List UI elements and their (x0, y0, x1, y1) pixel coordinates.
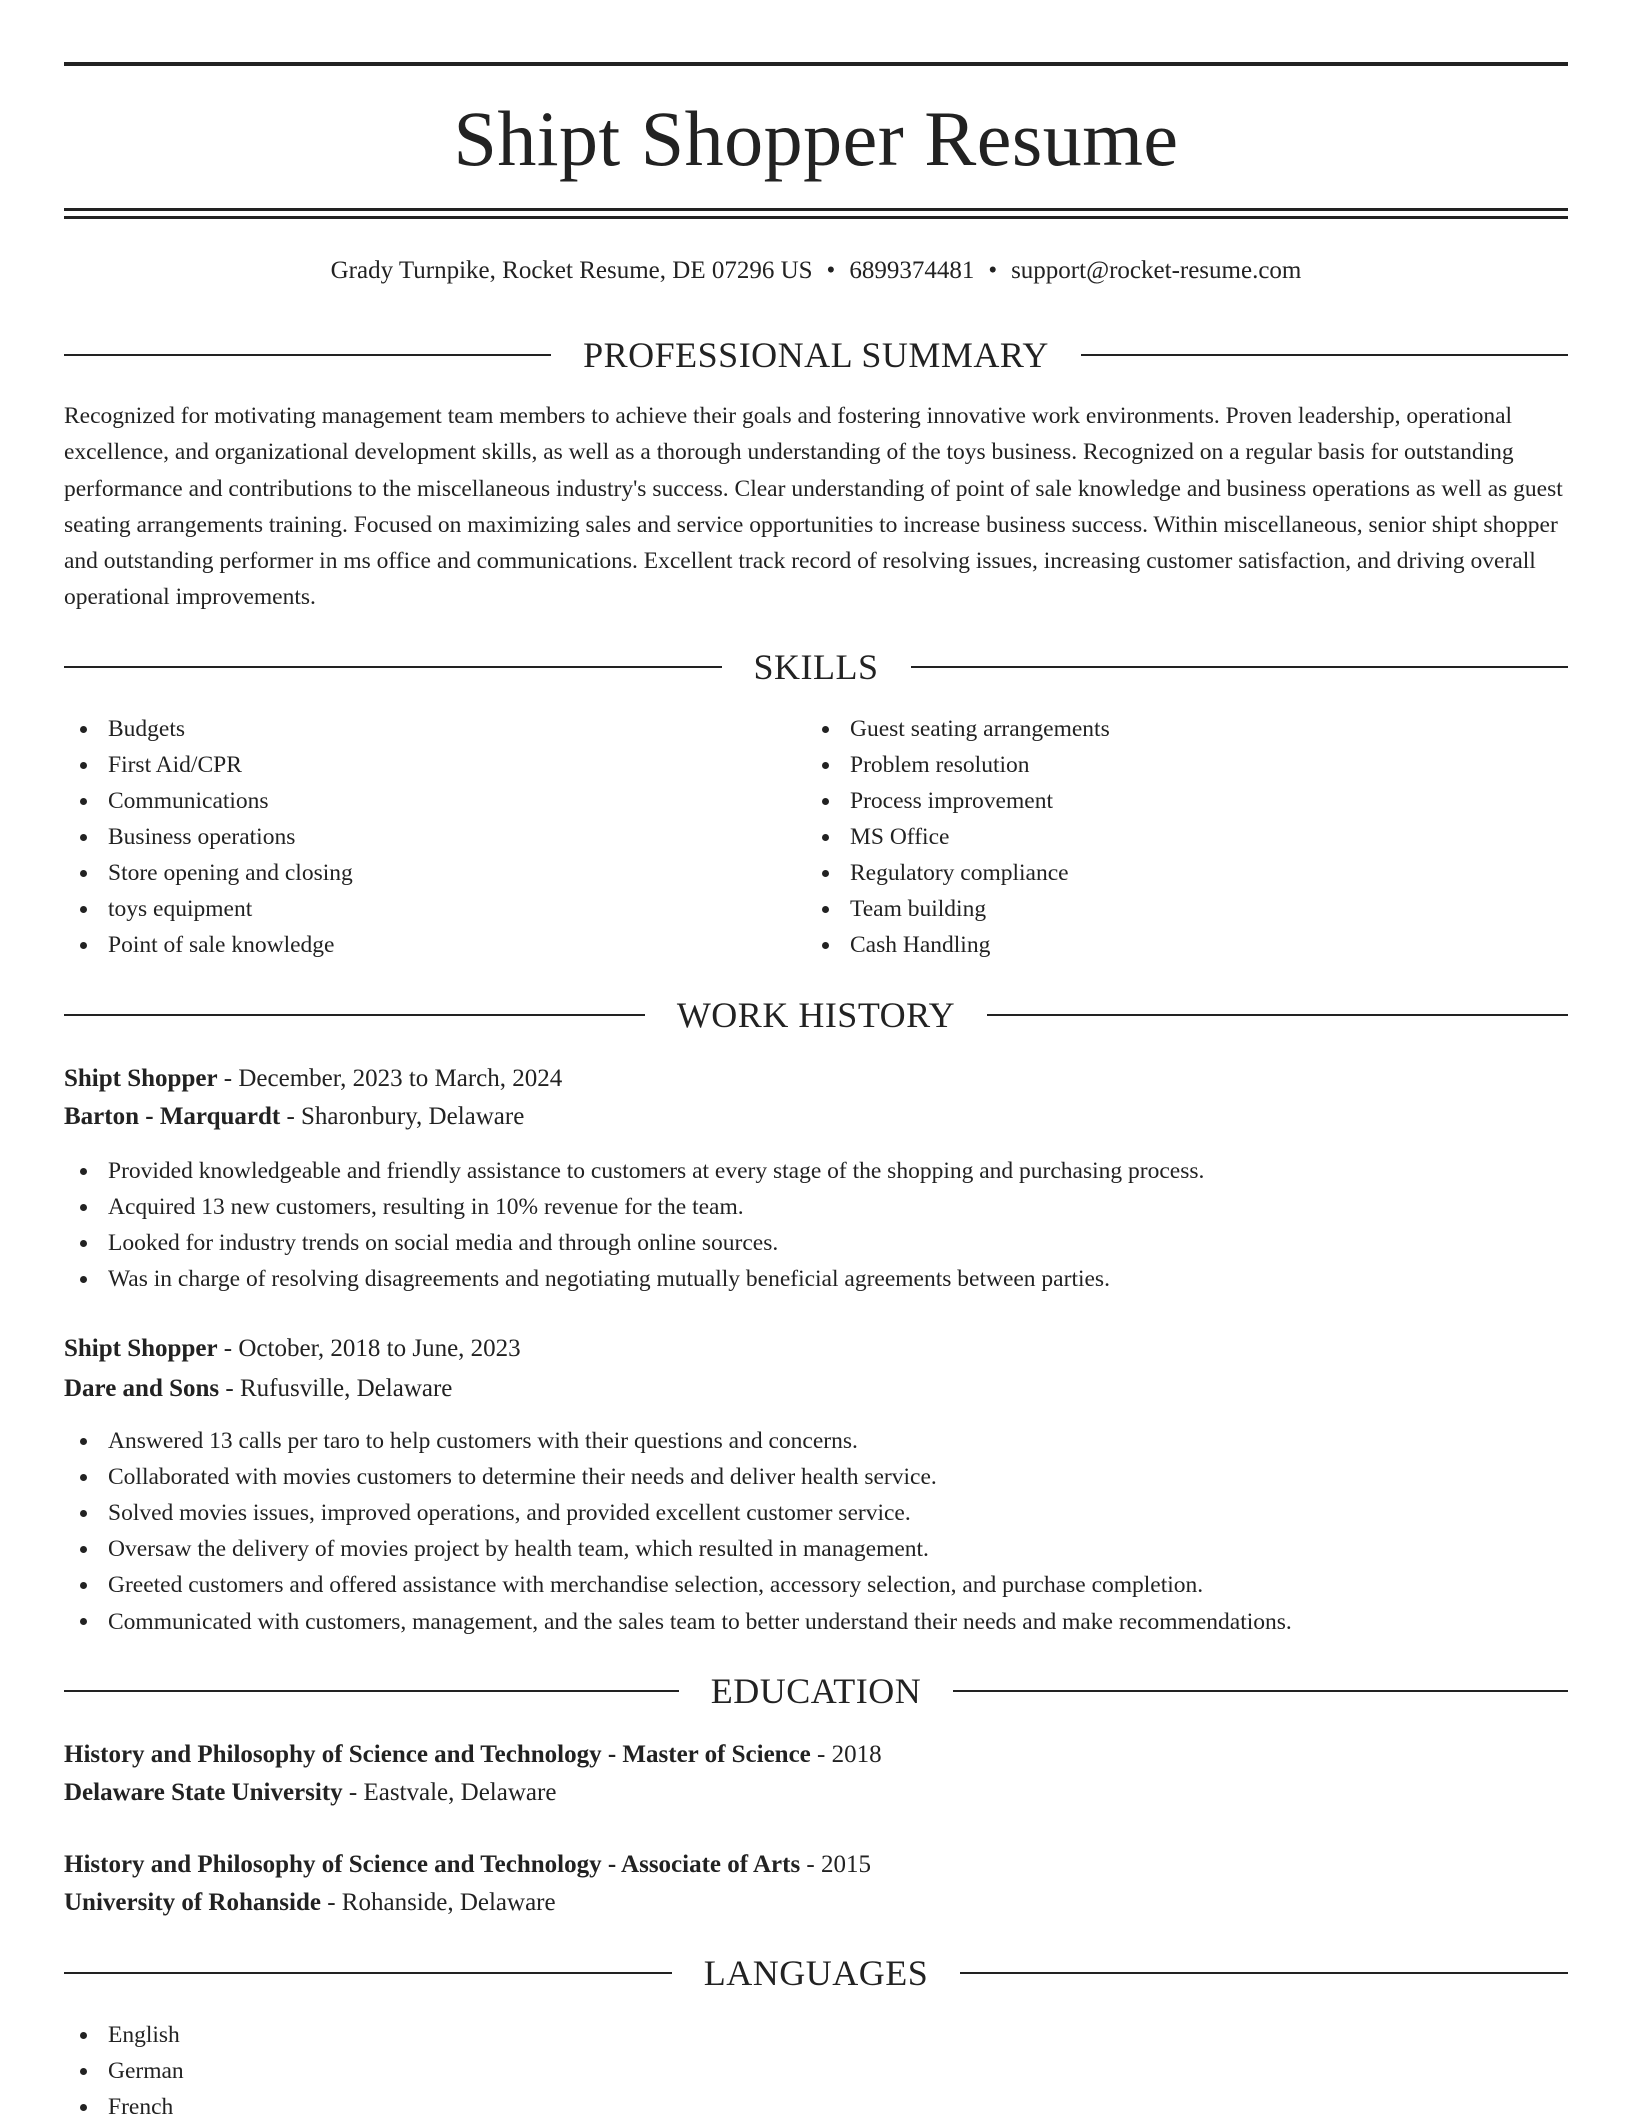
job-bullet: Provided knowledgeable and friendly assistance to customers at every stage of the shopping and purchasing process. (64, 1153, 1568, 1189)
skill-item: Communications (64, 783, 764, 819)
job-bullet: Collaborated with movies customers to determine their needs and deliver health service. (64, 1459, 1568, 1495)
section-heading-education (64, 1669, 1568, 1713)
skill-item: Process improvement (806, 783, 1506, 819)
education-degree-line (64, 1736, 1568, 1774)
job-dates: - December, 2023 to March, 2024 (217, 1065, 563, 1092)
language-item: English (64, 2017, 1568, 2053)
page-title: Shipt Shopper Resume (453, 95, 1179, 182)
job-title: Shipt Shopper (64, 1335, 218, 1362)
contact-address: Grady Turnpike, Rocket Resume, DE 07296 US (330, 257, 813, 284)
job-bullet: Looked for industry trends on social media and through online sources. (64, 1225, 1568, 1261)
summary-text: Recognized for motivating management team members to achieve their goals and fostering innovative work environments. Proven leadership, operational excellence, and organizational development skills, as well as a thorough understanding of the toys business. Recognized on a regular basis for outstanding performance and contributions to the miscellaneous industry's success. Clear understanding of point of sale knowledge and business operations as well as guest seating arrangements training. Focused on maximizing sales and service opportunities to increase business success. Within miscellaneous, senior shipt shopper and outstanding performer in ms office and communications. Excellent track record of resolving issues, increasing customer satisfaction, and driving overall operational improvements. (64, 403, 1563, 611)
title-rule-upper (64, 208, 1568, 211)
language-item: French (64, 2089, 1568, 2125)
job-bullets (64, 1153, 1568, 1297)
contact-phone: 6899374481 (849, 257, 975, 284)
education-degree: History and Philosophy of Science and Technology - Master of Science (64, 1741, 811, 1768)
education-school: University of Rohanside (64, 1889, 321, 1916)
education-location: - Eastvale, Delaware (342, 1779, 557, 1806)
education-school-line (64, 1884, 1568, 1922)
job-company: Barton - Marquardt (64, 1103, 281, 1130)
education-school-line (64, 1774, 1568, 1812)
section-title: WORK HISTORY (676, 995, 956, 1035)
title-rule-lower (64, 216, 1568, 219)
skill-item: Team building (806, 891, 1506, 927)
education-degree: History and Philosophy of Science and Technology - Associate of Arts (64, 1851, 801, 1878)
section-heading-summary (64, 333, 1568, 377)
languages-list (64, 2017, 1568, 2125)
job-location: - Rufusville, Delaware (219, 1375, 453, 1402)
education-location: - Rohanside, Delaware (320, 1889, 556, 1916)
job-title-line (64, 1060, 1568, 1098)
job-location: - Sharonbury, Delaware (280, 1103, 525, 1130)
skill-item: Business operations (64, 819, 764, 855)
top-rule (64, 62, 1568, 66)
contact-line (64, 253, 1568, 289)
skill-item: Regulatory compliance (806, 855, 1506, 891)
education-year: - 2015 (800, 1851, 871, 1878)
education-year: - 2018 (810, 1741, 882, 1768)
skill-item: Problem resolution (806, 747, 1506, 783)
skill-item: Point of sale knowledge (64, 927, 764, 963)
skill-item: Budgets (64, 711, 764, 747)
section-heading-languages (64, 1951, 1568, 1995)
skill-item: MS Office (806, 819, 1506, 855)
education-school: Delaware State University (64, 1779, 343, 1806)
section-title: SKILLS (753, 647, 879, 687)
job-company: Dare and Sons (64, 1375, 220, 1402)
section-heading-work-history (64, 993, 1568, 1037)
section-title: PROFESSIONAL SUMMARY (583, 335, 1049, 375)
skill-item: First Aid/CPR (64, 747, 764, 783)
job-bullet: Answered 13 calls per taro to help customers with their questions and concerns. (64, 1423, 1568, 1459)
section-heading-skills (64, 645, 1568, 689)
contact-email: support@rocket-resume.com (1011, 257, 1302, 284)
job-company-line (64, 1098, 1568, 1136)
job-dates: - October, 2018 to June, 2023 (217, 1335, 521, 1362)
section-title: LANGUAGES (703, 1953, 929, 1993)
skill-item: toys equipment (64, 891, 764, 927)
job-title: Shipt Shopper (64, 1065, 218, 1092)
job-bullet: Greeted customers and offered assistance with merchandise selection, accessory selection, and purchase completion. (64, 1567, 1568, 1603)
skills-list-right (806, 711, 1506, 963)
skill-item: Store opening and closing (64, 855, 764, 891)
contact-separator: • (826, 257, 836, 284)
job-title-line (64, 1330, 1568, 1368)
job-bullet: Was in charge of resolving disagreements and negotiating mutually beneficial agreements between parties. (64, 1261, 1568, 1297)
section-title: EDUCATION (710, 1671, 922, 1711)
skill-item: Cash Handling (806, 927, 1506, 963)
job-bullets (64, 1423, 1568, 1641)
language-item: German (64, 2053, 1568, 2089)
job-bullet: Oversaw the delivery of movies project by health team, which resulted in management. (64, 1531, 1568, 1567)
education-degree-line (64, 1846, 1568, 1884)
contact-separator: • (988, 257, 998, 284)
job-bullet: Acquired 13 new customers, resulting in 10% revenue for the team. (64, 1189, 1568, 1225)
job-bullet: Solved movies issues, improved operations, and provided excellent customer service. (64, 1495, 1568, 1531)
job-bullet: Communicated with customers, management, and the sales team to better understand their needs and make recommendations. (64, 1603, 1568, 1641)
skill-item: Guest seating arrangements (806, 711, 1506, 747)
job-company-line (64, 1370, 1568, 1408)
skills-list-left (64, 711, 764, 963)
